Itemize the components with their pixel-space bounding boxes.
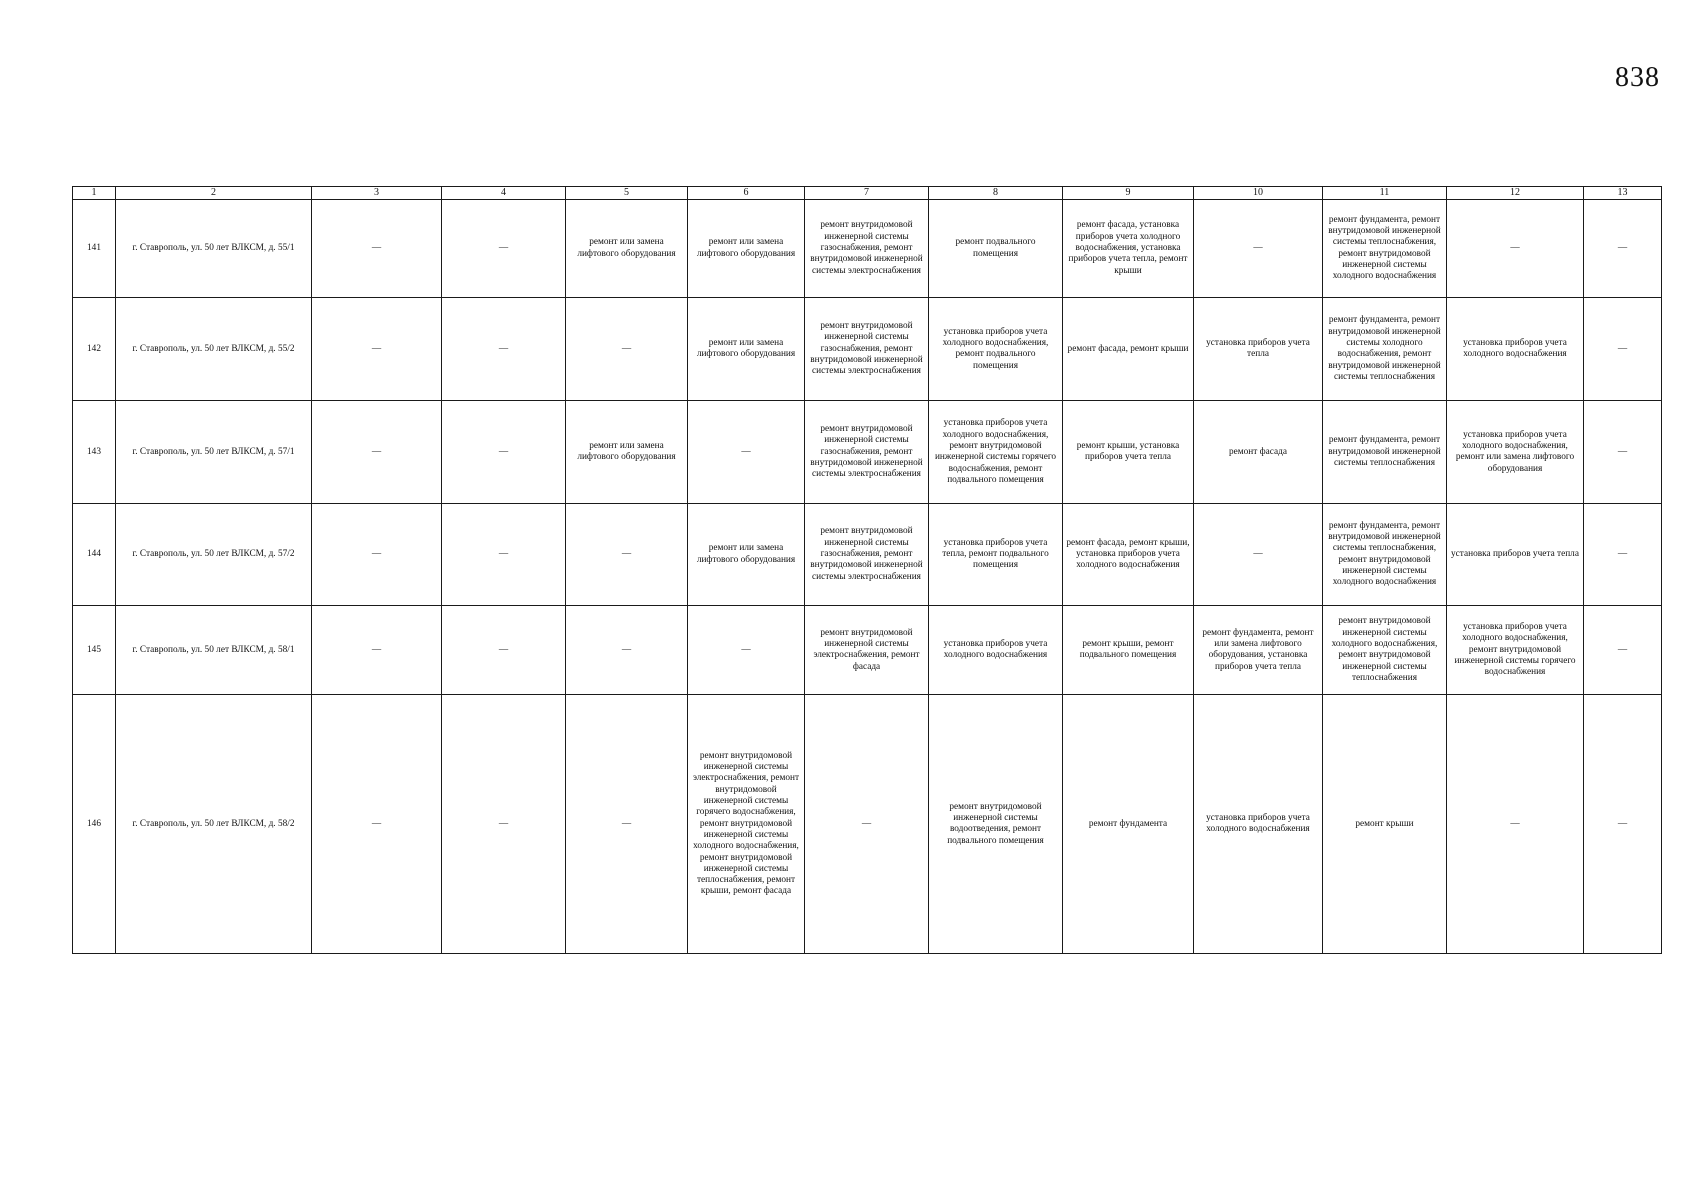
row-number bbox=[73, 401, 116, 504]
work-cell bbox=[1194, 504, 1323, 606]
cell-text: установка приборов учета холодного водоснабжения bbox=[1463, 337, 1567, 360]
work-cell bbox=[1063, 401, 1194, 504]
cell-text: установка приборов учета холодного водоснабжения, ремонт или замена лифтового оборудования bbox=[1455, 429, 1575, 474]
work-cell bbox=[1584, 401, 1662, 504]
address-cell bbox=[116, 200, 312, 298]
work-cell bbox=[929, 298, 1063, 401]
dash-mark: — bbox=[861, 818, 872, 829]
work-cell bbox=[688, 695, 805, 954]
cell-text: ремонт или замена лифтового оборудования bbox=[577, 237, 676, 259]
col-header: 8 bbox=[929, 187, 1063, 200]
work-cell bbox=[312, 200, 442, 298]
work-cell bbox=[1323, 695, 1447, 954]
page-number: 838 bbox=[1615, 62, 1660, 93]
address-cell bbox=[116, 401, 312, 504]
work-cell bbox=[805, 504, 929, 606]
work-cell bbox=[929, 695, 1063, 954]
col-header: 10 bbox=[1194, 187, 1323, 200]
work-cell bbox=[1447, 695, 1584, 954]
cell-text: ремонт фундамента, ремонт внутридомовой инженерной системы теплоснабжения, ремонт внутридомовой инженерной системы холодного водоснабжения bbox=[1328, 214, 1441, 282]
col-header: 9 bbox=[1063, 187, 1194, 200]
table-body bbox=[73, 200, 1662, 954]
cell-text: ремонт внутридомовой инженерной системы электроснабжения, ремонт фасада bbox=[813, 627, 920, 672]
cell-text: ремонт внутридомовой инженерной системы газоснабжения, ремонт внутридомовой инженерной системы электроснабжения bbox=[810, 423, 923, 480]
work-cell bbox=[805, 401, 929, 504]
work-cell bbox=[312, 504, 442, 606]
work-cell bbox=[929, 401, 1063, 504]
cell-text: установка приборов учета холодного водоснабжения, ремонт подвального помещения bbox=[942, 326, 1049, 371]
dash-mark: — bbox=[1617, 243, 1628, 254]
address-cell bbox=[116, 606, 312, 695]
cell-text: 142 bbox=[87, 343, 101, 354]
row-number bbox=[73, 298, 116, 401]
work-cell bbox=[1323, 200, 1447, 298]
work-cell bbox=[688, 606, 805, 695]
cell-text: ремонт фасада, ремонт крыши, установка приборов учета холодного водоснабжения bbox=[1066, 537, 1190, 571]
work-cell bbox=[442, 504, 566, 606]
col-header: 1 bbox=[73, 187, 116, 200]
work-cell bbox=[1194, 401, 1323, 504]
col-header: 3 bbox=[312, 187, 442, 200]
cell-text: установка приборов учета холодного водоснабжения, ремонт внутридомовой инженерной системы горячего водоснабжения bbox=[1454, 621, 1576, 678]
cell-text: ремонт или замена лифтового оборудования bbox=[696, 337, 796, 360]
work-cell bbox=[1194, 298, 1323, 401]
work-cell bbox=[566, 401, 688, 504]
row-number bbox=[73, 695, 116, 954]
dash-mark: — bbox=[371, 243, 382, 254]
cell-text: 144 bbox=[87, 549, 101, 560]
cell-text: 143 bbox=[87, 446, 101, 457]
cell-text: 145 bbox=[87, 644, 101, 655]
work-cell bbox=[688, 200, 805, 298]
cell-text: 146 bbox=[87, 818, 101, 829]
work-cell bbox=[688, 401, 805, 504]
cell-text: установка приборов учета тепла, ремонт подвального помещения bbox=[942, 537, 1049, 571]
dash-mark: — bbox=[1510, 243, 1520, 254]
cell-text: установка приборов учета холодного водоснабжения bbox=[943, 638, 1048, 661]
work-cell bbox=[1447, 298, 1584, 401]
cell-text: ремонт подвального помещения bbox=[955, 237, 1036, 259]
work-cell bbox=[1584, 695, 1662, 954]
dash-mark: — bbox=[498, 549, 509, 560]
work-cell bbox=[312, 606, 442, 695]
work-cell bbox=[442, 606, 566, 695]
cell-text: ремонт внутридомовой инженерной системы газоснабжения, ремонт внутридомовой инженерной системы электроснабжения bbox=[810, 526, 923, 582]
col-header: 11 bbox=[1323, 187, 1447, 200]
table-row bbox=[73, 504, 1662, 606]
address-cell bbox=[116, 298, 312, 401]
dash-mark: — bbox=[498, 243, 509, 254]
dash-mark: — bbox=[621, 549, 632, 560]
cell-text: ремонт фундамента, ремонт внутридомовой инженерной системы холодного водоснабжения, ремонт внутридомовой инженерной системы теплоснабжения bbox=[1328, 315, 1441, 382]
table-row bbox=[73, 695, 1662, 954]
work-cell bbox=[312, 401, 442, 504]
cell-text: г. Ставрополь, ул. 50 лет ВЛКСМ, д. 57/1 bbox=[132, 446, 295, 457]
work-cell bbox=[1323, 606, 1447, 695]
col-header: 12 bbox=[1447, 187, 1584, 200]
cell-text: ремонт или замена лифтового оборудования bbox=[696, 237, 796, 259]
work-cell bbox=[566, 606, 688, 695]
cell-text: ремонт крыши, ремонт подвального помещения bbox=[1079, 638, 1177, 661]
cell-text: ремонт фундамента, ремонт или замена лифтового оборудования, установка приборов учета тепла bbox=[1202, 627, 1314, 672]
table-row bbox=[73, 200, 1662, 298]
work-cell bbox=[1447, 606, 1584, 695]
work-cell bbox=[805, 606, 929, 695]
dash-mark: — bbox=[498, 343, 509, 354]
work-cell bbox=[1447, 504, 1584, 606]
dash-mark: — bbox=[1617, 446, 1628, 457]
address-cell bbox=[116, 695, 312, 954]
work-cell bbox=[805, 695, 929, 954]
dash-mark: — bbox=[621, 818, 632, 829]
dash-mark: — bbox=[1617, 818, 1628, 829]
col-header: 4 bbox=[442, 187, 566, 200]
cell-text: ремонт или замена лифтового оборудования bbox=[696, 543, 796, 565]
cell-text: г. Ставрополь, ул. 50 лет ВЛКСМ, д. 55/1 bbox=[132, 243, 295, 254]
work-cell bbox=[1063, 298, 1194, 401]
cell-text: установка приборов учета холодного водоснабжения, ремонт внутридомовой инженерной системы горячего водоснабжения, ремонт подвального помещения bbox=[934, 418, 1057, 485]
cell-text: ремонт внутридомовой инженерной системы электроснабжения, ремонт внутридомовой инженерной системы горячего водоснабжения, ремонт внутридомовой инженерной системы холодного водоснабжения, ремонт внутридомовой инженерной системы теплоснабжения, ремонт крыши, ремонт фасада bbox=[692, 750, 800, 897]
cell-text: ремонт фасада, ремонт крыши bbox=[1067, 343, 1189, 354]
cell-text: ремонт внутридомовой инженерной системы газоснабжения, ремонт внутридомовой инженерной системы электроснабжения bbox=[810, 220, 923, 276]
row-number bbox=[73, 200, 116, 298]
cell-text: г. Ставрополь, ул. 50 лет ВЛКСМ, д. 58/2 bbox=[132, 818, 295, 829]
dash-mark: — bbox=[1510, 818, 1520, 829]
work-cell bbox=[566, 298, 688, 401]
col-header: 13 bbox=[1584, 187, 1662, 200]
work-cell bbox=[1447, 200, 1584, 298]
dash-mark: — bbox=[371, 446, 382, 457]
work-cell bbox=[1323, 504, 1447, 606]
dash-mark: — bbox=[1617, 644, 1628, 655]
dash-mark: — bbox=[621, 343, 632, 354]
work-cell bbox=[688, 298, 805, 401]
work-cell bbox=[442, 200, 566, 298]
work-cell bbox=[929, 504, 1063, 606]
row-number bbox=[73, 606, 116, 695]
work-cell bbox=[1584, 298, 1662, 401]
work-cell bbox=[1584, 200, 1662, 298]
cell-text: ремонт фасада bbox=[1228, 446, 1288, 457]
dash-mark: — bbox=[371, 343, 382, 354]
work-cell bbox=[929, 606, 1063, 695]
work-cell bbox=[1063, 200, 1194, 298]
work-cell bbox=[566, 200, 688, 298]
cell-text: ремонт крыши bbox=[1355, 818, 1414, 829]
work-cell bbox=[1323, 401, 1447, 504]
work-cell bbox=[1584, 606, 1662, 695]
dash-mark: — bbox=[1617, 343, 1628, 354]
work-cell bbox=[312, 695, 442, 954]
cell-text: ремонт внутридомовой инженерной системы газоснабжения, ремонт внутридомовой инженерной системы электроснабжения bbox=[810, 320, 923, 377]
cell-text: г. Ставрополь, ул. 50 лет ВЛКСМ, д. 58/1 bbox=[132, 644, 295, 655]
dash-mark: — bbox=[1253, 549, 1263, 560]
work-cell bbox=[1194, 695, 1323, 954]
work-cell bbox=[1194, 200, 1323, 298]
cell-text: г. Ставрополь, ул. 50 лет ВЛКСМ, д. 57/2 bbox=[132, 549, 295, 560]
row-number bbox=[73, 504, 116, 606]
work-cell bbox=[805, 200, 929, 298]
dash-mark: — bbox=[1253, 243, 1263, 254]
work-cell bbox=[566, 695, 688, 954]
work-cell bbox=[312, 298, 442, 401]
work-cell bbox=[1323, 298, 1447, 401]
work-cell bbox=[929, 200, 1063, 298]
cell-text: ремонт внутридомовой инженерной системы водоотведения, ремонт подвального помещения bbox=[947, 801, 1044, 846]
table-row bbox=[73, 401, 1662, 504]
cell-text: установка приборов учета тепла bbox=[1451, 549, 1579, 560]
work-cell bbox=[1063, 606, 1194, 695]
work-cell bbox=[805, 298, 929, 401]
table-row bbox=[73, 298, 1662, 401]
dash-mark: — bbox=[371, 818, 382, 829]
dash-mark: — bbox=[371, 644, 382, 655]
dash-mark: — bbox=[621, 644, 632, 655]
cell-text: установка приборов учета холодного водоснабжения bbox=[1206, 812, 1310, 835]
cell-text: ремонт фасада, установка приборов учета холодного водоснабжения, установка приборов учета тепла, ремонт крыши bbox=[1068, 220, 1188, 276]
work-cell bbox=[442, 298, 566, 401]
cell-text: ремонт фундамента bbox=[1088, 818, 1168, 829]
table-row bbox=[73, 606, 1662, 695]
repair-schedule-table bbox=[72, 186, 1662, 954]
cell-text: ремонт внутридомовой инженерной системы холодного водоснабжения, ремонт внутридомовой инженерной системы теплоснабжения bbox=[1331, 616, 1438, 683]
dash-mark: — bbox=[1617, 549, 1628, 560]
dash-mark: — bbox=[741, 446, 751, 457]
col-header: 2 bbox=[116, 187, 312, 200]
work-cell bbox=[1584, 504, 1662, 606]
column-number-header-row bbox=[73, 187, 1662, 200]
work-cell bbox=[1447, 401, 1584, 504]
work-cell bbox=[566, 504, 688, 606]
col-header: 7 bbox=[805, 187, 929, 200]
work-cell bbox=[1194, 606, 1323, 695]
dash-mark: — bbox=[741, 644, 751, 655]
col-header: 6 bbox=[688, 187, 805, 200]
work-cell bbox=[442, 695, 566, 954]
dash-mark: — bbox=[498, 818, 509, 829]
dash-mark: — bbox=[498, 446, 509, 457]
work-cell bbox=[688, 504, 805, 606]
cell-text: 141 bbox=[87, 243, 101, 254]
dash-mark: — bbox=[498, 644, 509, 655]
col-header: 5 bbox=[566, 187, 688, 200]
work-cell bbox=[1063, 504, 1194, 606]
work-cell bbox=[442, 401, 566, 504]
work-cell bbox=[1063, 695, 1194, 954]
cell-text: г. Ставрополь, ул. 50 лет ВЛКСМ, д. 55/2 bbox=[132, 343, 295, 354]
cell-text: ремонт крыши, установка приборов учета тепла bbox=[1076, 440, 1180, 463]
cell-text: ремонт фундамента, ремонт внутридомовой инженерной системы теплоснабжения, ремонт внутридомовой инженерной системы холодного водоснабжения bbox=[1328, 520, 1441, 588]
cell-text: ремонт или замена лифтового оборудования bbox=[577, 440, 676, 463]
cell-text: ремонт фундамента, ремонт внутридомовой инженерной системы теплоснабжения bbox=[1328, 435, 1441, 468]
dash-mark: — bbox=[371, 549, 382, 560]
address-cell bbox=[116, 504, 312, 606]
cell-text: установка приборов учета тепла bbox=[1206, 337, 1310, 360]
